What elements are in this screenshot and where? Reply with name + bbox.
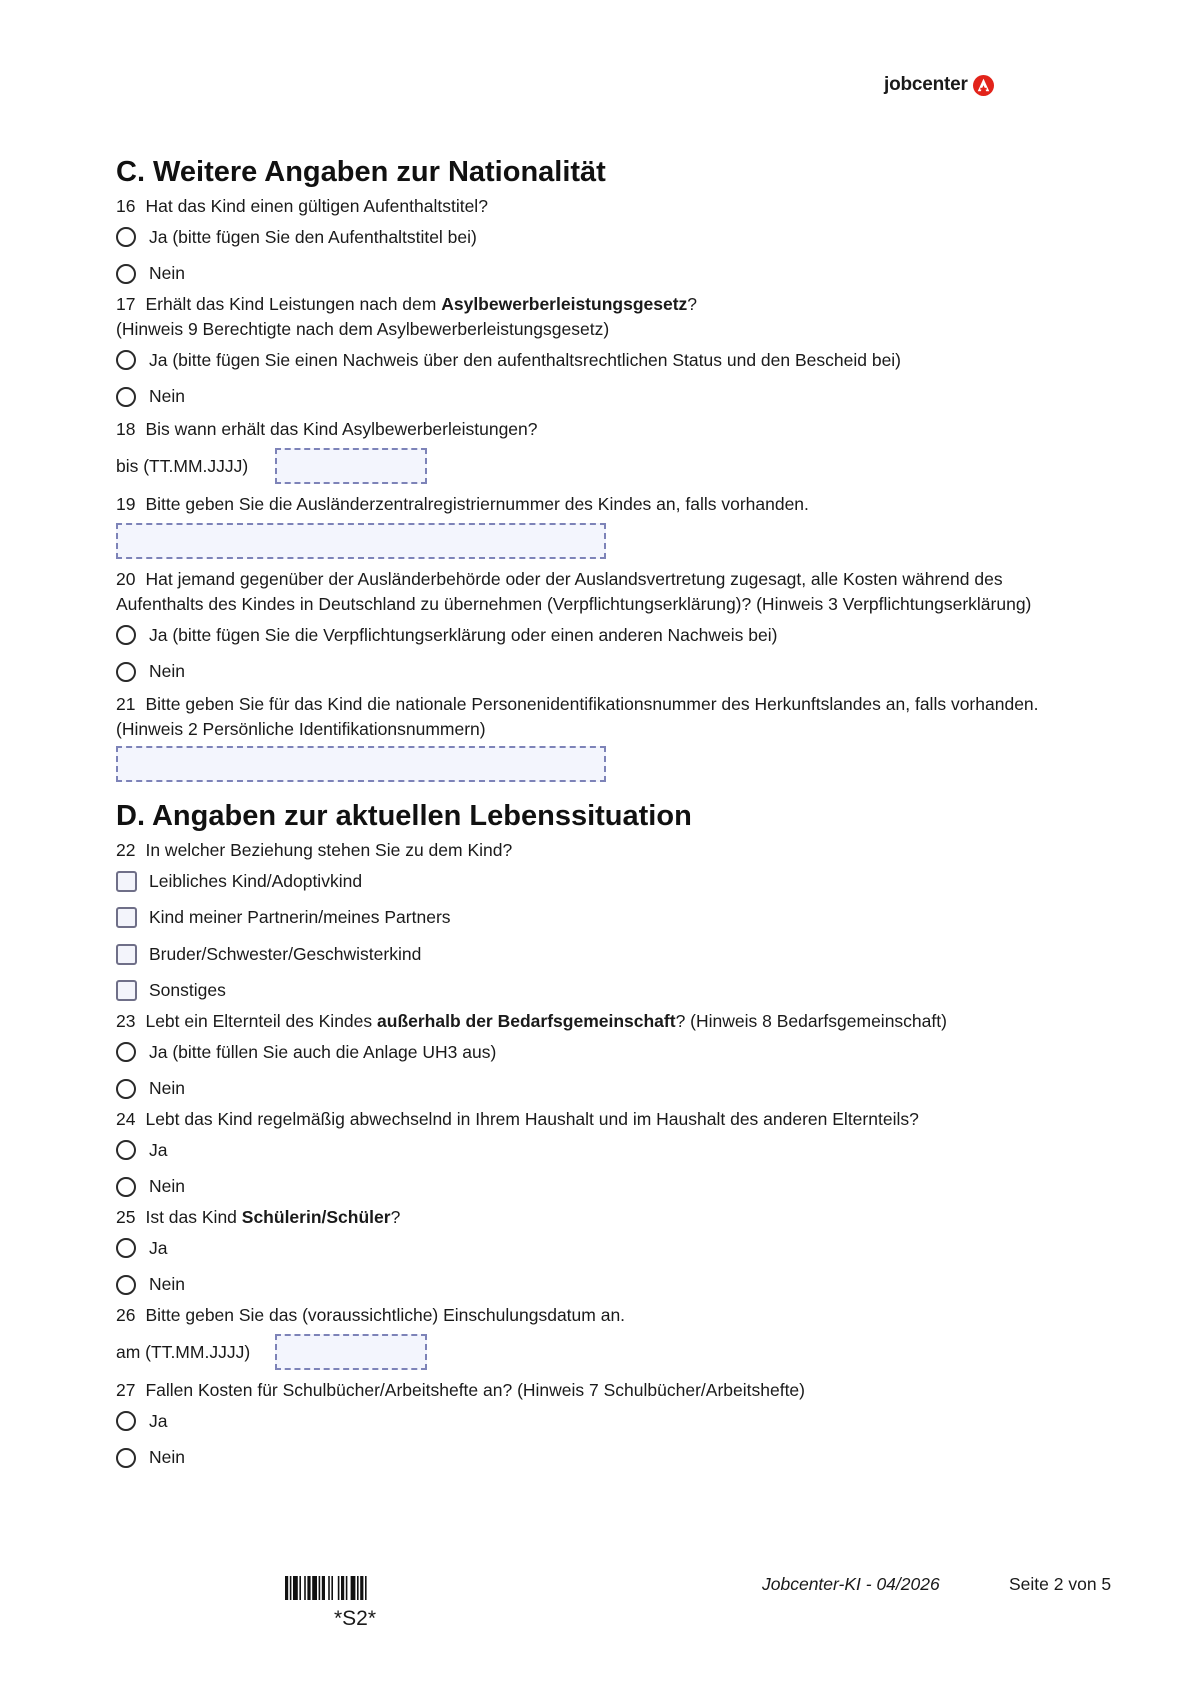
radio-button[interactable] bbox=[116, 1238, 136, 1258]
q23-option-nein[interactable]: Nein bbox=[116, 1071, 1076, 1108]
azr-number-input[interactable] bbox=[116, 523, 606, 559]
radio-button[interactable] bbox=[116, 350, 136, 370]
checkbox[interactable] bbox=[116, 871, 137, 892]
asyl-end-date-input[interactable] bbox=[275, 448, 427, 484]
jobcenter-logo bbox=[884, 74, 994, 96]
q24-option-nein[interactable]: Nein bbox=[116, 1169, 1076, 1206]
barcode-text: *S2* bbox=[333, 1607, 377, 1630]
q26-date-row bbox=[116, 1328, 1076, 1376]
page-number: Seite 2 von 5 bbox=[1009, 1574, 1112, 1594]
radio-button[interactable] bbox=[116, 662, 136, 682]
question-27: 27 Fallen Kosten für Schulbücher/Arbeitshefte an? (Hinweis 7 Schulbücher/Arbeitshefte) bbox=[116, 1380, 805, 1400]
q24-option-ja[interactable]: Ja bbox=[116, 1132, 1076, 1169]
q18-date-row bbox=[116, 442, 1076, 490]
form-content bbox=[116, 150, 1076, 1476]
enrollment-date-input[interactable] bbox=[275, 1334, 427, 1370]
q16-option-nein[interactable]: Nein bbox=[116, 256, 1076, 293]
radio-button[interactable] bbox=[116, 1177, 136, 1197]
jobcenter-logo-icon bbox=[973, 75, 994, 96]
checkbox[interactable] bbox=[116, 944, 137, 965]
q23-option-ja[interactable]: Ja (bitte füllen Sie auch die Anlage UH3 aus) bbox=[116, 1034, 1076, 1071]
question-17-hint: (Hinweis 9 Berechtigte nach dem Asylbewerberleistungsgesetz) bbox=[116, 319, 610, 339]
question-22: 22 In welcher Beziehung stehen Sie zu dem Kind? bbox=[116, 840, 513, 860]
q17-option-nein[interactable]: Nein bbox=[116, 379, 1076, 416]
page-barcode bbox=[285, 1576, 425, 1631]
question-17: 17 Erhält das Kind Leistungen nach dem Asylbewerberleistungsgesetz? bbox=[116, 294, 698, 314]
radio-button[interactable] bbox=[116, 1042, 136, 1062]
logo-text: jobcenter bbox=[884, 74, 968, 95]
question-26: 26 Bitte geben Sie das (voraussichtliche) Einschulungsdatum an. bbox=[116, 1305, 626, 1325]
national-id-input[interactable] bbox=[116, 746, 606, 782]
radio-button[interactable] bbox=[116, 1448, 136, 1468]
checkbox[interactable] bbox=[116, 907, 137, 928]
q18-date-label: bis (TT.MM.JJJJ) bbox=[116, 455, 249, 476]
barcode-icon bbox=[285, 1576, 425, 1600]
form-reference: Jobcenter-KI - 04/2026 bbox=[762, 1574, 940, 1594]
q25-option-nein[interactable]: Nein bbox=[116, 1267, 1076, 1304]
radio-button[interactable] bbox=[116, 264, 136, 284]
question-25: 25 Ist das Kind Schülerin/Schüler? bbox=[116, 1207, 401, 1227]
section-c-title: C. Weitere Angaben zur Nationalität bbox=[116, 156, 606, 188]
q17-option-ja[interactable]: Ja (bitte fügen Sie einen Nachweis über den aufenthaltsrechtlichen Status und den Bescheid bei) bbox=[116, 342, 1076, 379]
radio-button[interactable] bbox=[116, 1140, 136, 1160]
q16-option-ja[interactable]: Ja (bitte fügen Sie den Aufenthaltstitel bei) bbox=[116, 219, 1076, 256]
radio-button[interactable] bbox=[116, 1411, 136, 1431]
q22-option-leibliches-kind[interactable]: Leibliches Kind/Adoptivkind bbox=[116, 863, 1076, 900]
radio-button[interactable] bbox=[116, 387, 136, 407]
question-23: 23 Lebt ein Elternteil des Kindes außerhalb der Bedarfsgemeinschaft? (Hinweis 8 Bedarfsgemeinschaft) bbox=[116, 1011, 947, 1031]
q25-option-ja[interactable]: Ja bbox=[116, 1230, 1076, 1267]
q26-date-label: am (TT.MM.JJJJ) bbox=[116, 1341, 251, 1362]
q27-option-nein[interactable]: Nein bbox=[116, 1440, 1076, 1477]
radio-button[interactable] bbox=[116, 1275, 136, 1295]
question-16: 16 Hat das Kind einen gültigen Aufenthaltstitel? bbox=[116, 196, 488, 216]
question-18: 18 Bis wann erhält das Kind Asylbewerberleistungen? bbox=[116, 419, 538, 439]
q20-option-ja[interactable]: Ja (bitte fügen Sie die Verpflichtungserklärung oder einen anderen Nachweis bei) bbox=[116, 617, 1076, 654]
question-24: 24 Lebt das Kind regelmäßig abwechselnd in Ihrem Haushalt und im Haushalt des anderen Elternteils? bbox=[116, 1109, 919, 1129]
radio-button[interactable] bbox=[116, 227, 136, 247]
radio-button[interactable] bbox=[116, 1079, 136, 1099]
checkbox[interactable] bbox=[116, 980, 137, 1001]
question-19: 19 Bitte geben Sie die Ausländerzentralregistriernummer des Kindes an, falls vorhanden. bbox=[116, 494, 809, 514]
q27-option-ja[interactable]: Ja bbox=[116, 1403, 1076, 1440]
q20-option-nein[interactable]: Nein bbox=[116, 654, 1076, 691]
question-21: 21 Bitte geben Sie für das Kind die nationale Personenidentifikationsnummer des Herkunftslandes an, falls vorhanden. bbox=[116, 694, 1039, 714]
q22-option-sonstiges[interactable]: Sonstiges bbox=[116, 973, 1076, 1010]
question-21-hint: (Hinweis 2 Persönliche Identifikationsnummern) bbox=[116, 719, 486, 739]
q22-option-partnerkind[interactable]: Kind meiner Partnerin/meines Partners bbox=[116, 900, 1076, 937]
radio-button[interactable] bbox=[116, 625, 136, 645]
q22-option-geschwisterkind[interactable]: Bruder/Schwester/Geschwisterkind bbox=[116, 936, 1076, 973]
section-d-title: D. Angaben zur aktuellen Lebenssituation bbox=[116, 800, 692, 832]
question-20: 20 Hat jemand gegenüber der Ausländerbehörde oder der Auslandsvertretung zugesagt, alle Kosten während des Aufenthalts des Kindes in Deutschland zu übernehmen (Verpflichtungserklärung)? (Hinweis 3 Verpflichtungserklärung) bbox=[116, 569, 1032, 614]
